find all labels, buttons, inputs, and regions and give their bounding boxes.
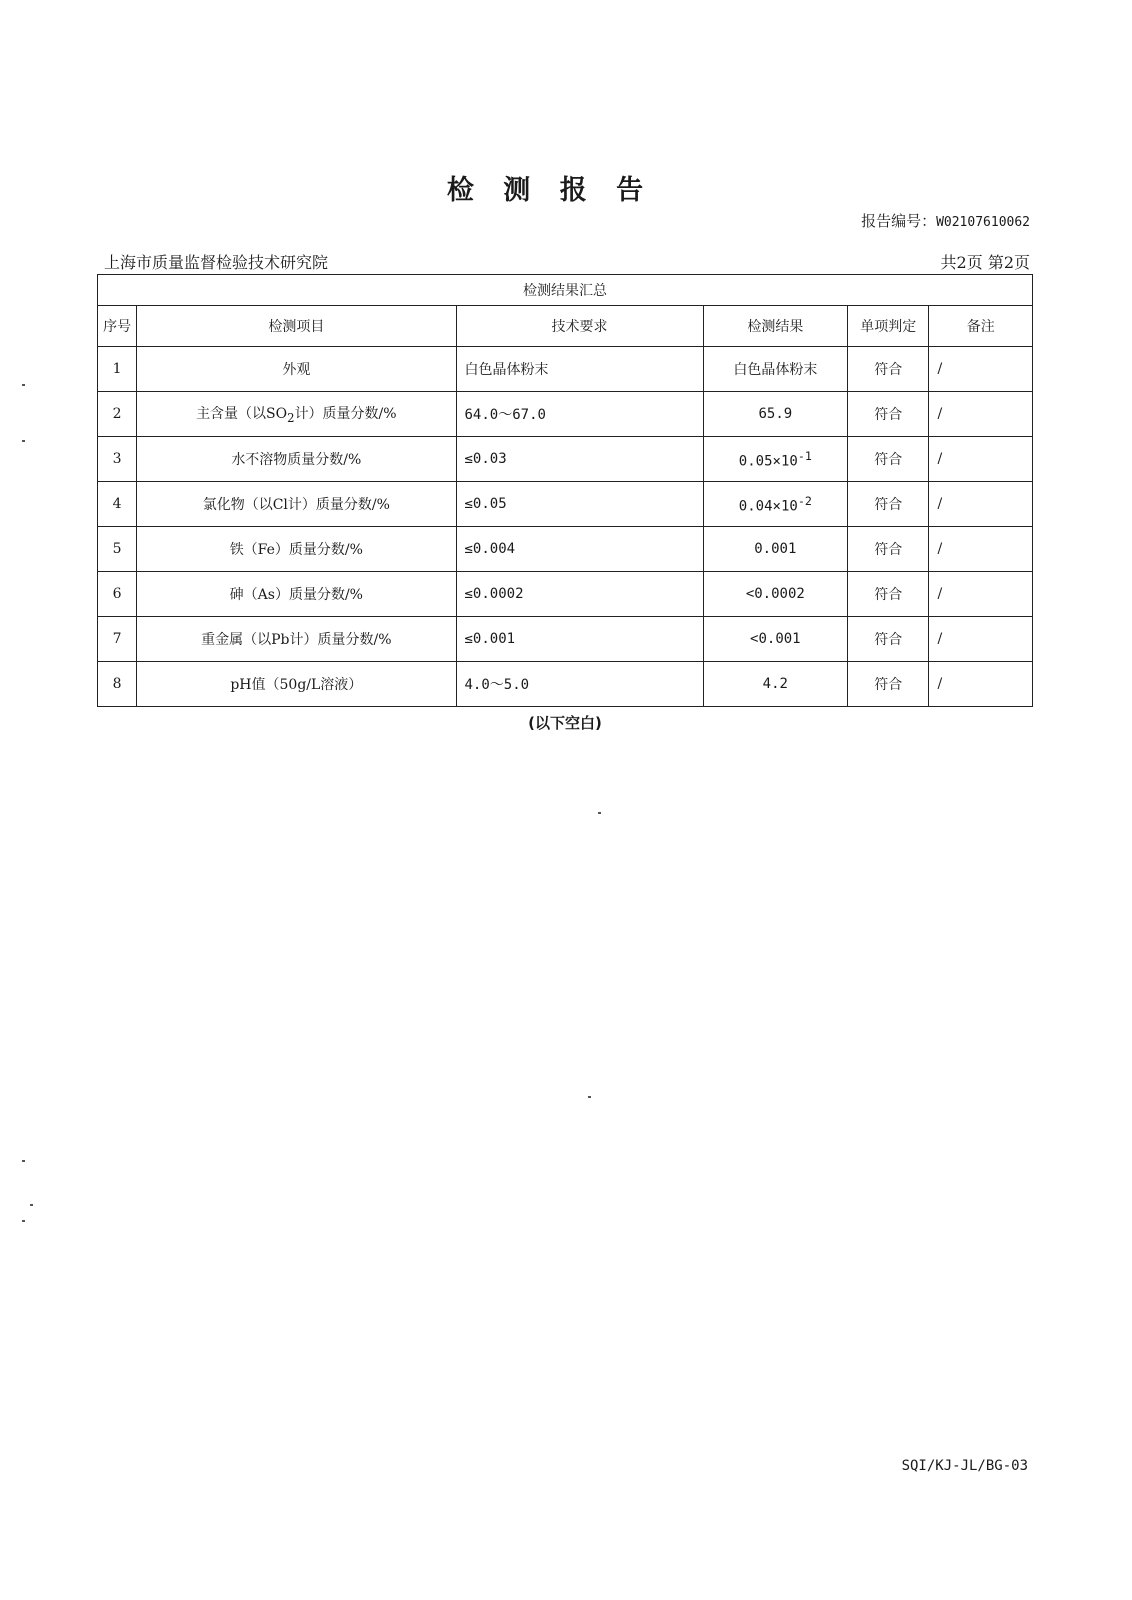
remark: / [929,527,1033,572]
result: <0.001 [703,617,848,662]
scan-speck [588,1096,591,1098]
scan-speck [22,440,25,442]
table-row [98,617,1033,662]
test-item: 重金属（以Pb计）质量分数/% [137,617,456,662]
requirement: ≤0.03 [456,437,703,482]
organization-name: 上海市质量监督检验技术研究院 [104,253,329,272]
requirement: ≤0.001 [456,617,703,662]
test-item: 铁（Fe）质量分数/% [137,527,456,572]
test-item-text-suffix: 计）质量分数/% [294,406,397,423]
remark: / [929,482,1033,527]
table-row [98,527,1033,572]
form-code: SQI/KJ-JL/BG-03 [901,1458,1028,1474]
test-item: 砷（As）质量分数/% [137,572,456,617]
row-number: 4 [98,482,137,527]
scan-speck [22,384,25,386]
verdict: 符合 [848,437,929,482]
result: 0.001 [703,527,848,572]
verdict: 符合 [848,482,929,527]
table-row [98,437,1033,482]
table-caption-row [98,275,1033,306]
test-item: 氯化物（以Cl计）质量分数/% [137,482,456,527]
row-number: 2 [98,392,137,437]
results-table [97,274,1033,707]
requirement: 白色晶体粉末 [456,347,703,392]
table-caption: 检测结果汇总 [98,275,1033,306]
requirement: ≤0.004 [456,527,703,572]
remark: / [929,437,1033,482]
report-title: 检 测 报 告 [446,175,654,206]
requirement: 64.0～67.0 [456,392,703,437]
row-number: 5 [98,527,137,572]
requirement: 4.0～5.0 [456,662,703,707]
column-header-result: 检测结果 [703,306,848,347]
verdict: 符合 [848,662,929,707]
verdict: 符合 [848,392,929,437]
result-base: 0.04×10 [738,498,798,515]
result [703,482,848,527]
table-row [98,392,1033,437]
result-exponent: -2 [797,493,812,508]
test-item-text: 主含量（以SO [196,406,288,423]
table-row [98,347,1033,392]
page-info: 共2页 第2页 [940,253,1030,272]
requirement: ≤0.05 [456,482,703,527]
scan-speck [598,812,601,814]
verdict: 符合 [848,572,929,617]
result: <0.0002 [703,572,848,617]
row-number: 1 [98,347,137,392]
remark: / [929,617,1033,662]
column-header-no: 序号 [98,306,137,347]
remark: / [929,347,1033,392]
remark: / [929,572,1033,617]
row-number: 7 [98,617,137,662]
result: 65.9 [703,392,848,437]
column-header-verdict: 单项判定 [848,306,929,347]
result [703,437,848,482]
row-number: 6 [98,572,137,617]
requirement: ≤0.0002 [456,572,703,617]
result: 白色晶体粉末 [703,347,848,392]
test-item [137,392,456,437]
remark: / [929,662,1033,707]
test-item: 外观 [137,347,456,392]
verdict: 符合 [848,527,929,572]
scan-speck [22,1220,25,1222]
row-number: 3 [98,437,137,482]
test-item: pH值（50g/L溶液） [137,662,456,707]
column-header-requirement: 技术要求 [456,306,703,347]
verdict: 符合 [848,617,929,662]
report-number-label: 报告编号： [861,212,937,230]
report-number [861,210,1030,231]
column-header-item: 检测项目 [137,306,456,347]
row-number: 8 [98,662,137,707]
table-row [98,572,1033,617]
result-base: 0.05×10 [738,453,798,470]
scan-speck [30,1204,33,1206]
verdict: 符合 [848,347,929,392]
result: 4.2 [703,662,848,707]
blank-below-note: (以下空白) [528,714,602,732]
scan-speck [22,1160,25,1162]
test-item: 水不溶物质量分数/% [137,437,456,482]
test-item-subscript: 2 [287,410,295,425]
table-header-row [98,306,1033,347]
result-exponent: -1 [797,448,812,463]
report-number-value: W02107610062 [936,215,1030,230]
table-row [98,482,1033,527]
remark: / [929,392,1033,437]
column-header-remark: 备注 [929,306,1033,347]
table-row [98,662,1033,707]
